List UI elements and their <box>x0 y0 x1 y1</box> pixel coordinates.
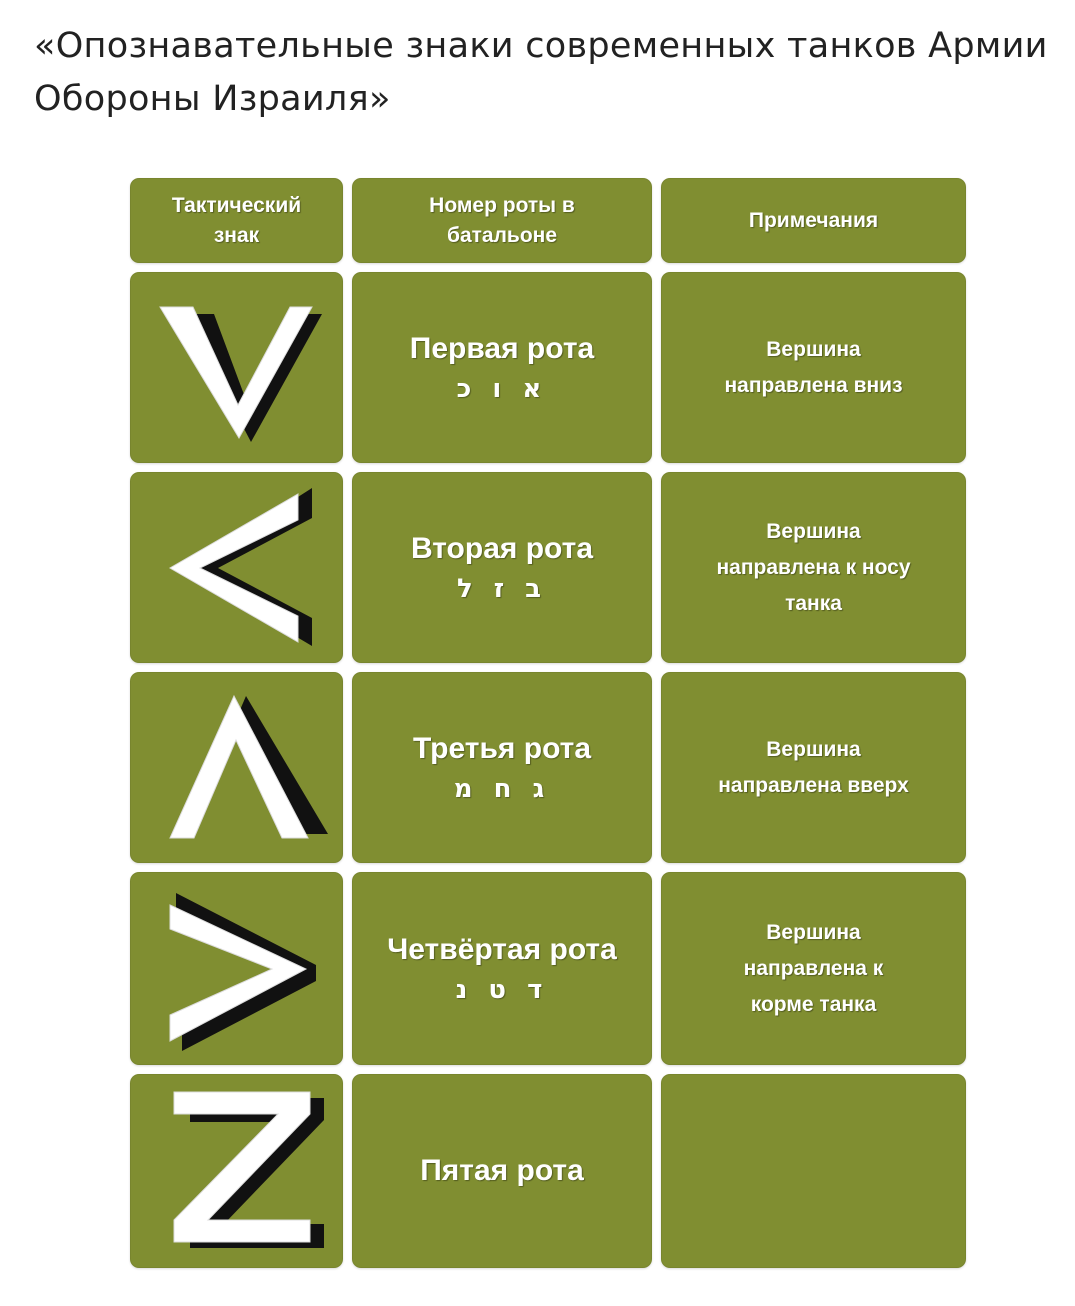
note-line: направлена вниз <box>724 373 903 397</box>
notes-cell-fifth <box>661 1074 966 1268</box>
header-company-number-line-2: батальоне <box>446 223 558 247</box>
company-name: Третья рота <box>412 731 592 765</box>
chevron-left-icon <box>130 472 343 663</box>
header-tactical-sign <box>130 178 343 263</box>
note-line: Вершина <box>766 519 861 543</box>
note-line: Вершина <box>766 737 861 761</box>
sign-cell-second <box>130 472 343 663</box>
chevron-right-icon <box>130 873 343 1064</box>
header-notes <box>661 178 966 263</box>
chevron-down-icon <box>130 272 343 463</box>
company-cell-first <box>352 272 652 463</box>
company-name: Первая рота <box>409 331 595 365</box>
company-cell-fourth <box>352 872 652 1065</box>
hebrew-letters: ג ח מ <box>453 773 551 804</box>
header-tactical-sign-line-1: Тактический <box>171 193 302 217</box>
hebrew-letters: ב ז ל <box>456 573 548 604</box>
tank-markings-table <box>130 178 966 1276</box>
company-name: Пятая рота <box>420 1154 584 1187</box>
note-line: Вершина <box>766 337 861 361</box>
notes-cell-third <box>661 672 966 863</box>
header-notes-line-1: Примечания <box>748 208 879 232</box>
sign-cell-first <box>130 272 343 463</box>
note-line: направлена к <box>743 956 884 980</box>
header-company-number <box>352 178 652 263</box>
company-name: Вторая рота <box>410 531 594 565</box>
sign-cell-fifth <box>130 1074 343 1268</box>
notes-cell-first <box>661 272 966 463</box>
header-tactical-sign-line-2: знак <box>213 223 260 247</box>
note-line: корме танка <box>750 992 877 1016</box>
company-name: Четвёртая рота <box>387 932 617 966</box>
notes-cell-second <box>661 472 966 663</box>
header-company-number-line-1: Номер роты в <box>429 193 575 217</box>
chevron-up-icon <box>130 672 343 863</box>
note-line: направлена вверх <box>718 773 909 797</box>
note-line: танка <box>785 591 842 615</box>
sign-cell-third <box>130 672 343 863</box>
hebrew-letters: ד ט נ <box>455 974 549 1005</box>
note-line: направлена к носу <box>716 555 911 579</box>
z-letter-icon <box>130 1074 343 1268</box>
hebrew-letters: א ו כ <box>456 373 548 404</box>
note-line: Вершина <box>766 920 861 944</box>
notes-cell-fourth <box>661 872 966 1065</box>
company-cell-third <box>352 672 652 863</box>
company-cell-fifth <box>352 1074 652 1268</box>
company-cell-second <box>352 472 652 663</box>
post-title: «Опознавательные знаки современных танков Армии Обороны Израиля» <box>34 26 1048 119</box>
sign-cell-fourth <box>130 872 343 1065</box>
